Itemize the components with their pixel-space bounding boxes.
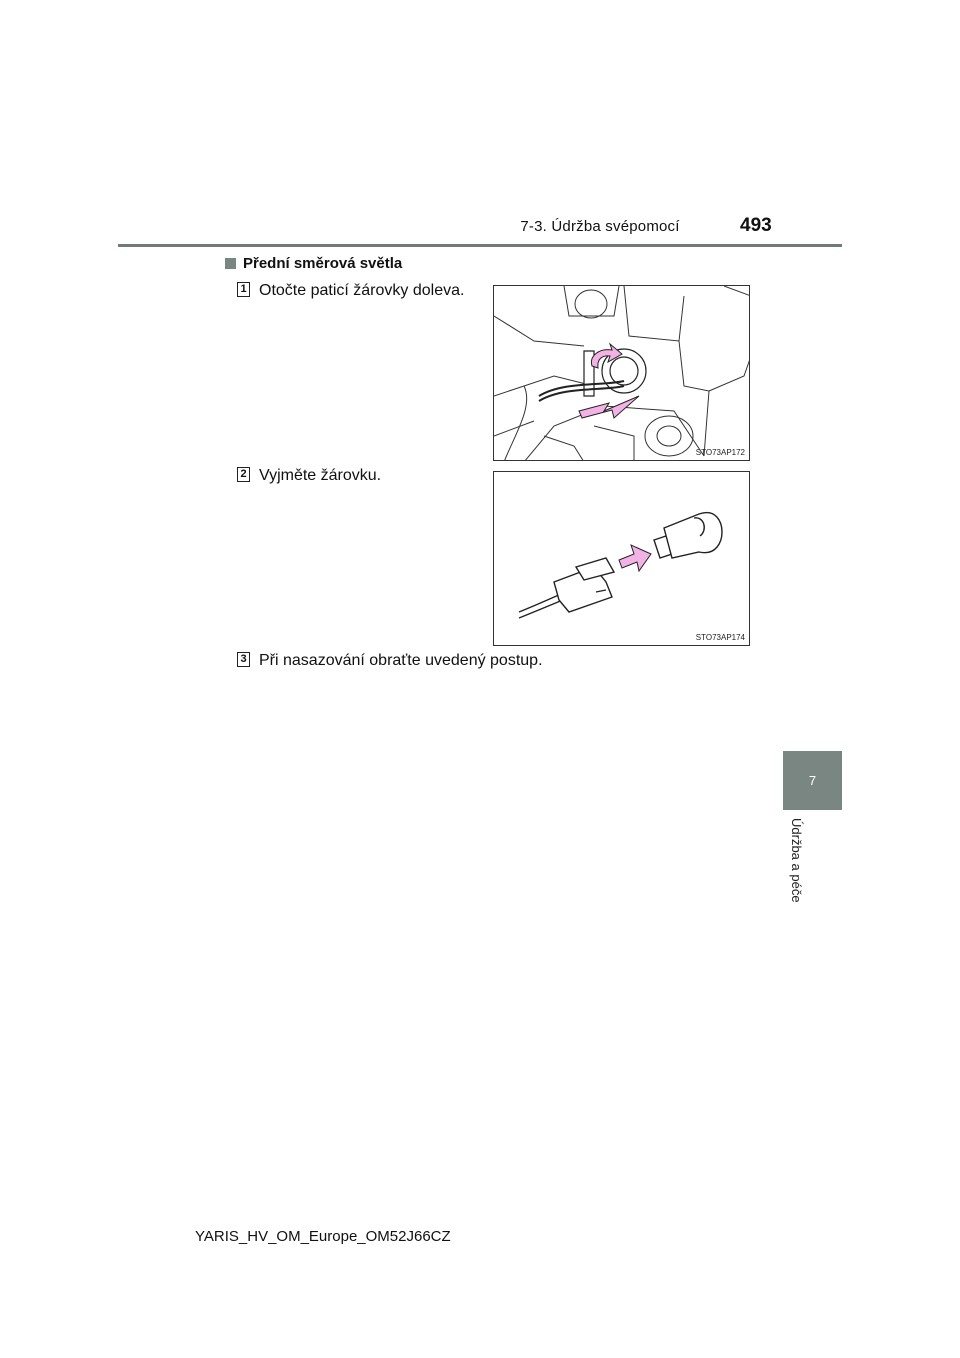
push-arrow-icon (619, 545, 651, 571)
document-code: YARIS_HV_OM_Europe_OM52J66CZ (195, 1228, 451, 1245)
figure-bulb-socket-removal (493, 285, 750, 461)
square-bullet-icon (225, 258, 236, 269)
page-number: 493 (740, 215, 772, 236)
figure-bulb-removal (493, 471, 750, 646)
subsection-heading (225, 255, 402, 272)
step-text-3: Při nasazování obraťte uvedený postup. (259, 652, 543, 669)
bulb-removal-illustration (494, 472, 750, 646)
subsection-heading-text: Přední směrová světla (243, 255, 403, 272)
step-number-3: 3 (237, 652, 250, 667)
chapter-tab: 7 (783, 751, 842, 810)
chapter-label: Údržba a péče (789, 818, 804, 903)
figure-code-2: STO73AP174 (695, 633, 745, 642)
step-number-1: 1 (237, 282, 250, 297)
figure-code-1: STO73AP172 (695, 448, 745, 457)
step-text-1: Otočte paticí žárovky doleva. (259, 282, 465, 299)
step-number-2: 2 (237, 467, 250, 482)
header-divider (118, 244, 842, 247)
socket-removal-illustration (494, 286, 750, 461)
section-title: 7-3. Údržba svépomocí (520, 218, 680, 235)
pull-arrow-icon (579, 396, 639, 418)
step-text-2: Vyjměte žárovku. (259, 467, 382, 484)
